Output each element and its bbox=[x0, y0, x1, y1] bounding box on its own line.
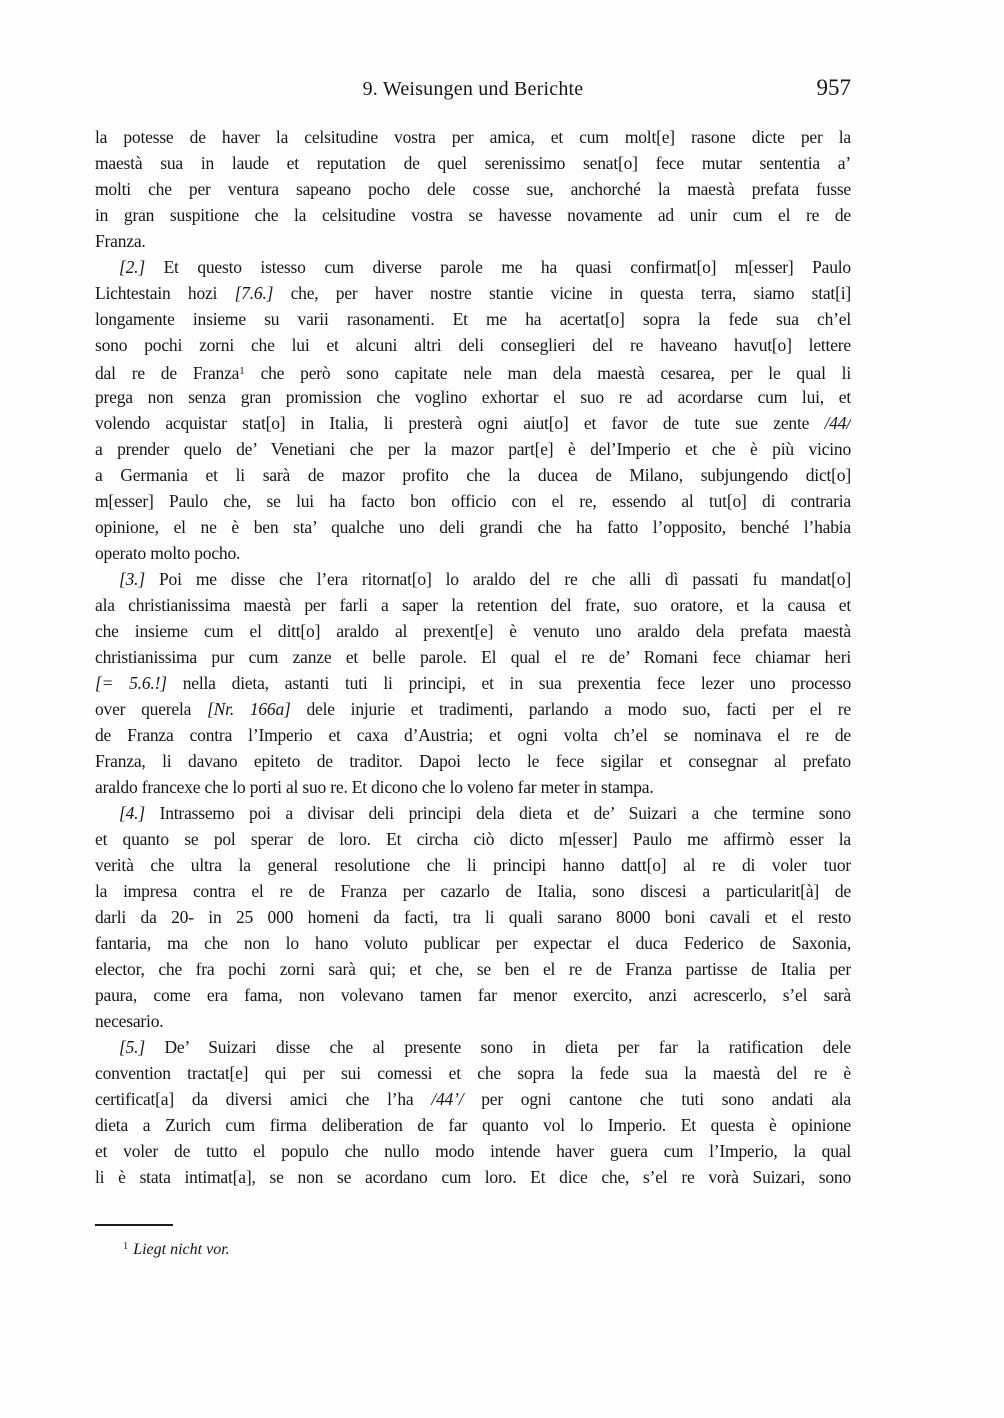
text-segment: dele injurie et tradimenti, parlando a modo suo, facti per el re bbox=[290, 699, 851, 719]
paragraph bbox=[95, 566, 851, 800]
text-segment: per ogni cantone che tuti sono andati ala bbox=[463, 1089, 851, 1109]
editorial-note: [3.] bbox=[119, 569, 145, 589]
running-head: 9. Weisungen und Berichte bbox=[362, 78, 584, 100]
text-line bbox=[95, 670, 851, 696]
page-header bbox=[95, 75, 851, 106]
text-segment: Lichtestain hozi bbox=[95, 283, 235, 303]
text-segment: operato molto pocho. bbox=[95, 543, 241, 563]
page-number: 957 bbox=[816, 75, 851, 100]
text-line bbox=[95, 228, 851, 254]
text-segment: dal re de Franza bbox=[95, 362, 240, 383]
text-segment: maestà sua in laude et reputation de quel serenissimo senat[o] fece mutar sententia a’ bbox=[95, 153, 851, 173]
text-segment: sono pochi zorni che lui et alcuni altri deli conseglieri del re haveano havut[o] lettere bbox=[95, 335, 851, 355]
text-segment: che però sono capitate nele man dela maestà cesarea, per le qual li bbox=[244, 362, 851, 383]
text-line bbox=[95, 202, 851, 228]
text-segment: verità che ultra la general resolutione che li principi hanno datt[o] al re di voler tuor bbox=[95, 855, 851, 875]
text-line bbox=[95, 436, 851, 462]
footnote-marker: 1 bbox=[123, 1241, 129, 1252]
editorial-note: [= 5.6.!] bbox=[95, 673, 167, 693]
paragraph bbox=[95, 124, 851, 254]
text-line bbox=[95, 254, 851, 280]
text-segment: elector, che fra pochi zorni sarà qui; et che, se ben el re de Franza partisse de Italia per bbox=[95, 959, 851, 979]
text-line bbox=[95, 618, 851, 644]
text-segment: araldo francexe che lo porti al suo re. Et dicono che lo voleno far meter in stampa. bbox=[95, 777, 654, 797]
text-line bbox=[95, 514, 851, 540]
text-segment: che, per haver nostre stantie vicine in questa terra, siamo stat[i] bbox=[273, 283, 851, 303]
text-segment: christianissima pur cum zanze et belle parole. El qual el re de’ Romani fece chiamar heri bbox=[95, 647, 851, 667]
text-segment: Franza, li davano epiteto de traditor. Dapoi lecto le fece sigilar et consegnar al prefato bbox=[95, 751, 851, 771]
text-segment: longamente insieme su varii rasonamenti. Et me ha acertat[o] sopra la fede sua ch’el bbox=[95, 309, 851, 329]
text-line bbox=[95, 306, 851, 332]
text-line bbox=[95, 852, 851, 878]
text-line bbox=[95, 1060, 851, 1086]
text-segment: molti che per ventura sapeano pocho dele cosse sue, anchorché la maestà prefata fusse bbox=[95, 179, 851, 199]
text-segment: che insieme cum el ditt[o] araldo al prexent[e] è venuto uno araldo dela prefata maestà bbox=[95, 621, 851, 641]
text-line bbox=[95, 540, 851, 566]
text-segment: la potesse de haver la celsitudine vostra per amica, et cum molt[e] rasone dicte per la bbox=[95, 127, 851, 147]
text-line bbox=[95, 904, 851, 930]
footnote-rule bbox=[95, 1224, 173, 1226]
text-line bbox=[95, 1112, 851, 1138]
text-segment: necesario. bbox=[95, 1011, 164, 1031]
text-line bbox=[95, 280, 851, 306]
text-segment: nella dieta, astanti tuti li principi, et in sua prexentia fece lezer uno processo bbox=[166, 673, 851, 693]
text-segment: et voler de tutto el populo che nullo modo intende haver guera cum l’Imperio, la qual bbox=[95, 1141, 851, 1161]
text-line bbox=[95, 1086, 851, 1112]
text-line bbox=[95, 1138, 851, 1164]
editorial-note: [2.] bbox=[119, 257, 145, 277]
text-segment: De’ Suizari disse che al presente sono in dieta per far la ratification dele bbox=[144, 1037, 851, 1057]
text-line bbox=[95, 488, 851, 514]
footnote bbox=[95, 1224, 851, 1262]
text-line bbox=[95, 982, 851, 1008]
editorial-note: /44/ bbox=[824, 413, 851, 433]
text-segment: li è stata intimat[a], se non se acordano cum loro. Et dice che, s’el re vorà Suizari, sono bbox=[95, 1167, 851, 1187]
text-segment: et quanto se pol sperar de loro. Et circha ciò dicto m[esser] Paulo me affirmò esser la bbox=[95, 829, 851, 849]
text-segment: Et questo istesso cum diverse parole me ha quasi confirmat[o] m[esser] Paulo bbox=[144, 257, 851, 277]
text-segment: darli da 20- in 25 000 homeni da facti, tra li quali sarano 8000 boni cavali et el resto bbox=[95, 907, 851, 927]
text-line bbox=[95, 332, 851, 358]
footnote-line bbox=[95, 1235, 851, 1262]
footnote-ref: 1 bbox=[239, 365, 245, 377]
text-segment: over querela bbox=[95, 699, 208, 719]
text-line bbox=[95, 826, 851, 852]
editorial-note: [Nr. 166a] bbox=[207, 699, 291, 719]
text-line bbox=[95, 410, 851, 436]
paragraph bbox=[95, 254, 851, 566]
text-segment: a prender quelo de’ Venetiani che per la mazor part[e] è del’Imperio et che è più vicino bbox=[95, 439, 851, 459]
text-segment: dieta a Zurich cum firma deliberation de far quanto vol lo Imperio. Et questa è opinione bbox=[95, 1115, 851, 1135]
editorial-note: [4.] bbox=[119, 803, 145, 823]
text-segment: volendo acquistar stat[o] in Italia, li presterà ogni aiut[o] et favor de tute sue zente bbox=[95, 413, 825, 433]
text-segment: prega non senza gran promission che voglino exhortar el suo re ad acordarse cum lui, et bbox=[95, 387, 851, 407]
footnote-text: Liegt nicht vor. bbox=[133, 1241, 230, 1259]
text-line bbox=[95, 930, 851, 956]
text-segment: ala christianissima maestà per farli a saper la retention del frate, suo oratore, et la causa et bbox=[95, 595, 851, 615]
paragraph bbox=[95, 800, 851, 1034]
text-line bbox=[95, 358, 851, 384]
text-segment: paura, come era fama, non volevano tamen far menor exercito, anzi acrescerlo, s’el sarà bbox=[95, 985, 851, 1005]
text-segment: Intrassemo poi a divisar deli principi dela dieta et de’ Suizari a che termine sono bbox=[144, 803, 851, 823]
text-line bbox=[95, 462, 851, 488]
text-line bbox=[95, 748, 851, 774]
text-segment: fantaria, ma che non lo hano voluto publicar per expectar el duca Federico de Saxonia, bbox=[95, 933, 851, 953]
text-segment: in gran suspitione che la celsitudine vostra se havesse novamente ad unir cum el re de bbox=[95, 205, 851, 225]
text-line bbox=[95, 774, 851, 800]
text-segment: m[esser] Paulo che, se lui ha facto bon officio con el re, essendo al tut[o] di contraria bbox=[95, 491, 851, 511]
text-line bbox=[95, 176, 851, 202]
editorial-note: [7.6.] bbox=[234, 283, 274, 303]
editorial-note: /44’/ bbox=[431, 1089, 464, 1109]
text-line bbox=[95, 878, 851, 904]
text-line bbox=[95, 696, 851, 722]
text-line bbox=[95, 566, 851, 592]
text-segment: opinione, el ne è ben sta’ qualche uno deli grandi che ha fatto l’opposito, benché l’habia bbox=[95, 517, 851, 537]
text-segment: de Franza contra l’Imperio et caxa d’Austria; et ogni volta ch’el se nominava el re de bbox=[95, 725, 851, 745]
paragraph bbox=[95, 1034, 851, 1190]
text-segment: convention tractat[e] qui per sui comessi et che sopra la fede sua la maestà del re è bbox=[95, 1063, 851, 1083]
text-line bbox=[95, 956, 851, 982]
text-line bbox=[95, 1164, 851, 1190]
text-line bbox=[95, 722, 851, 748]
text-segment: Poi me disse che l’era ritornat[o] lo araldo del re che alli dì passati fu mandat[o] bbox=[144, 569, 851, 589]
text-segment: certificat[a] da diversi amici che l’ha bbox=[95, 1089, 432, 1109]
text-line bbox=[95, 592, 851, 618]
text-segment: Franza. bbox=[95, 231, 146, 251]
text-line bbox=[95, 1008, 851, 1034]
text-line bbox=[95, 384, 851, 410]
text-line bbox=[95, 1034, 851, 1060]
text-line bbox=[95, 644, 851, 670]
text-segment: a Germania et li sarà de mazor profito che la ducea de Milano, subjungendo dict[o] bbox=[95, 465, 851, 485]
text-segment: la impresa contra el re de Franza per cazarlo de Italia, sono discesi a particularit[à] de bbox=[95, 881, 851, 901]
text-line bbox=[95, 800, 851, 826]
text-line bbox=[95, 150, 851, 176]
editorial-note: [5.] bbox=[119, 1037, 145, 1057]
text-line bbox=[95, 124, 851, 150]
body-text bbox=[95, 124, 851, 1190]
